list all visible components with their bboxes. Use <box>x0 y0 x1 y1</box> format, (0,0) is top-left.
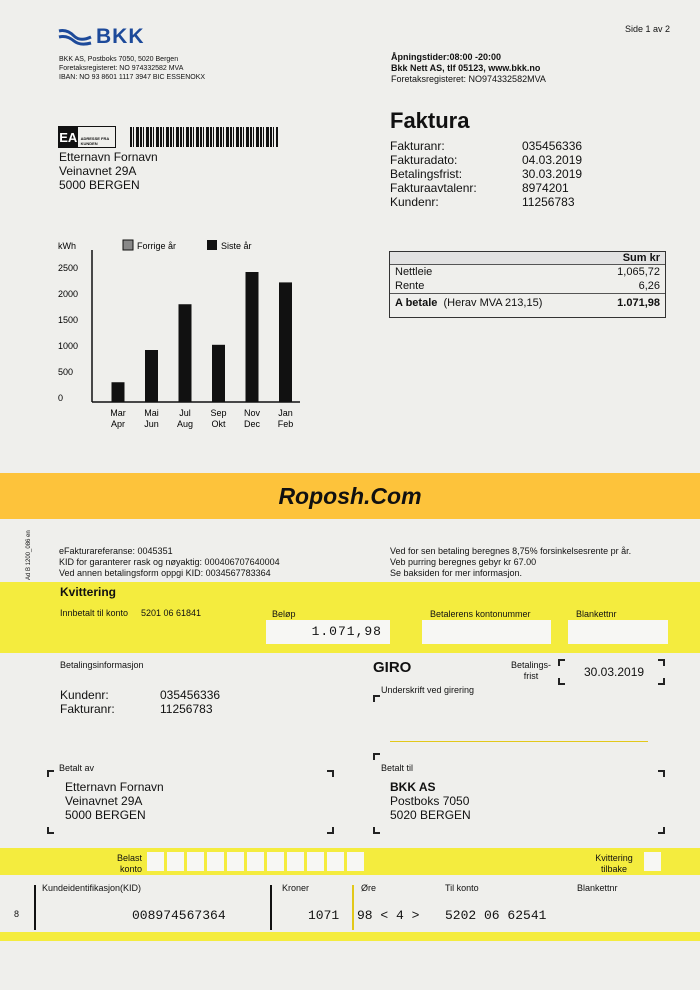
sender-line-1: BKK AS, Postboks 7050, 5020 Bergen <box>59 56 179 63</box>
frist-corner <box>658 678 665 685</box>
x-tick-label: Mai <box>144 408 159 418</box>
x-tick-label: Apr <box>110 419 126 429</box>
efaktura-ref: eFakturareferanse: 0045351 <box>59 546 173 556</box>
y-tick-label: 0 <box>58 393 64 403</box>
ore-label: Øre <box>361 883 377 893</box>
belast-checkbox[interactable] <box>207 852 224 871</box>
late-note-1: Ved for sen betaling beregnes 8,75% forsinkelsesrente pr år. <box>390 546 632 556</box>
ore-value: 98 < 4 > <box>357 908 420 923</box>
invoice-field: Kundenr: 11256783 <box>390 195 575 209</box>
payment-info <box>60 688 300 716</box>
opening-hours: Åpningstider:08:00 -20:00 <box>391 52 502 62</box>
bar-jul-aug <box>179 304 192 402</box>
bar-mar-apr <box>112 382 125 402</box>
summary-table <box>389 251 666 318</box>
payer-account-field[interactable] <box>422 620 551 644</box>
signature-label: Underskrift ved girering <box>381 685 475 695</box>
kroner-value: 1071 <box>308 908 340 923</box>
page-number: Side 1 av 2 <box>624 24 670 34</box>
side-form-code: Ad B 1200_086 en <box>26 530 32 580</box>
summary-header: Sum kr <box>390 252 665 265</box>
sender-line-3: IBAN: NO 93 8601 1117 3947 BIC ESSENOKX <box>59 74 206 81</box>
bkk-logo <box>58 26 168 48</box>
signature-corner <box>373 695 380 702</box>
payer-city: 5000 BERGEN <box>65 808 146 822</box>
bar-mai-jun <box>145 350 158 402</box>
belast-checkbox[interactable] <box>167 852 184 871</box>
payee-street: Postboks 7050 <box>390 794 470 808</box>
betalt-til-corner <box>373 753 380 760</box>
belast-checkbox[interactable] <box>227 852 244 871</box>
x-tick-label: Feb <box>277 419 294 429</box>
belast-checkbox[interactable] <box>247 852 264 871</box>
legend-siste: Siste år <box>221 241 252 251</box>
ocr-divider <box>34 885 36 930</box>
total-label: A betale <box>395 297 438 309</box>
y-tick-label: 500 <box>58 367 74 377</box>
kvittering-tilbake-checkbox[interactable] <box>644 852 661 871</box>
y-tick-label: 2500 <box>58 263 79 273</box>
recipient-address <box>59 150 158 192</box>
kroner-label: Kroner <box>282 883 310 893</box>
innbetalt-account: 5201 06 61841 <box>141 608 202 618</box>
legend-swatch-siste <box>207 240 217 250</box>
fakturanr-label: Fakturanr: <box>60 702 115 716</box>
frist-label: Betalings- frist <box>511 660 552 681</box>
belast-checkbox[interactable] <box>307 852 324 871</box>
frist-corner <box>658 659 665 666</box>
summary-row: Nettleie 1,065,72 <box>395 265 660 278</box>
belast-checkbox[interactable] <box>267 852 284 871</box>
logo-text: BKK <box>96 25 145 48</box>
x-tick-label: Jan <box>278 408 293 418</box>
contact-info <box>391 52 651 85</box>
ea-address-label: ADRESSE FRA KUNDEN <box>80 136 110 146</box>
invoice-fields <box>390 139 590 209</box>
belast-checkbox[interactable] <box>287 852 304 871</box>
kid-label: Kundeidentifikasjon(KID) <box>42 883 142 893</box>
recipient-name: Etternavn Fornavn <box>59 150 158 164</box>
invoice-title: Faktura <box>390 108 470 133</box>
til-konto-label: Til konto <box>445 883 479 893</box>
x-tick-label: Jun <box>144 419 159 429</box>
bkk-waves-icon <box>58 28 92 46</box>
summary-row: Rente 6,26 <box>395 279 660 292</box>
late-note-3: Se baksiden for mer informasjon. <box>390 568 523 578</box>
payer-street: Veinavnet 29A <box>65 794 143 808</box>
total-value: 1.071,98 <box>617 297 660 309</box>
contact-registry: Foretaksregisteret: NO974332582MVA <box>391 74 546 84</box>
x-tick-label: Sep <box>210 408 227 418</box>
betalt-av-corner <box>47 827 54 834</box>
frist-corner <box>558 678 565 685</box>
y-tick-label: 1000 <box>58 341 79 351</box>
efaktura-info <box>59 546 359 579</box>
blankettnr-field[interactable] <box>568 620 668 644</box>
late-note-2: Veb purring beregnes gebyr kr 67.00 <box>390 557 537 567</box>
ea-label: EA <box>59 127 78 147</box>
til-konto-value: 5202 06 62541 <box>445 908 547 923</box>
payer-name: Etternavn Fornavn <box>65 780 164 794</box>
innbetalt-label: Innbetalt til konto <box>60 608 129 618</box>
x-tick-label: Okt <box>211 419 226 429</box>
y-axis-label: kWh <box>58 241 76 251</box>
bar-jan-feb <box>279 282 292 402</box>
legend-forrige: Forrige år <box>137 241 177 251</box>
efaktura-other-note: Ved annen betalingsform oppgi KID: 0034567783364 <box>59 568 271 578</box>
total-note: (Herav MVA 213,15) <box>443 297 543 309</box>
efaktura-kid-note: KID for garanterer rask og nøyaktig: 000406707640004 <box>59 557 280 567</box>
belop-field[interactable]: 1.071,98 <box>266 620 390 644</box>
frist-corner <box>558 659 565 666</box>
belast-label: Belast konto <box>116 853 142 874</box>
fakturanr-value: 11256783 <box>160 702 213 716</box>
payee-name: BKK AS <box>390 780 436 794</box>
betalt-til-corner <box>658 827 665 834</box>
watermark-text: Roposh.Com <box>278 483 422 509</box>
invoice-field: Fakturanr: 035456336 <box>390 139 583 153</box>
x-tick-label: Dec <box>243 419 261 429</box>
y-tick-label: 2000 <box>58 289 79 299</box>
x-tick-label: Nov <box>243 408 261 418</box>
belast-checkbox[interactable] <box>347 852 364 871</box>
betalt-til-label: Betalt til <box>381 763 414 773</box>
belast-checkbox[interactable] <box>327 852 344 871</box>
invoice-field: Fakturaavtalenr: 8974201 <box>390 181 569 195</box>
side-mark: 8 <box>14 909 20 919</box>
kvittering-title: Kvittering <box>60 585 117 599</box>
betalt-av-corner <box>47 770 54 777</box>
postal-barcode <box>130 127 278 147</box>
belast-checkbox[interactable] <box>187 852 204 871</box>
late-payment-notes <box>390 546 690 579</box>
sender-line-2: Foretaksregisteret: NO 974332582 MVA <box>59 65 184 72</box>
betalt-av-corner <box>327 827 334 834</box>
sender-info <box>59 55 279 82</box>
x-tick-label: Jul <box>179 408 191 418</box>
payment-info-title: Betalingsinformasjon <box>60 660 144 670</box>
payee-city: 5020 BERGEN <box>390 808 471 822</box>
contact-phone: Bkk Nett AS, tlf 05123, www.bkk.no <box>391 63 541 73</box>
consumption-chart <box>50 230 310 440</box>
bottom-band <box>0 932 700 941</box>
payer-account-label: Betalerens kontonummer <box>430 609 531 619</box>
recipient-city: 5000 BERGEN <box>59 178 140 192</box>
invoice-field: Betalingsfrist: 30.03.2019 <box>390 167 583 181</box>
ocr-divider <box>352 885 354 930</box>
legend-swatch-forrige <box>123 240 133 250</box>
kundenr-value: 035456336 <box>160 688 221 702</box>
bar-nov-dec <box>246 272 259 402</box>
invoice-field: Fakturadato: 04.03.2019 <box>390 153 583 167</box>
betalt-av-label: Betalt av <box>59 763 95 773</box>
betalt-til-corner <box>373 827 380 834</box>
betalt-til-corner <box>658 770 665 777</box>
giro-title: GIRO <box>373 659 412 676</box>
blankettnr-label: Blankettnr <box>576 609 617 619</box>
betalt-til-address <box>390 780 471 822</box>
belop-label: Beløp <box>272 609 296 619</box>
y-tick-label: 1500 <box>58 315 79 325</box>
ea-mark <box>58 126 116 148</box>
frist-value: 30.03.2019 <box>584 665 645 679</box>
signature-line[interactable] <box>390 741 648 742</box>
blankettnr-bottom-label: Blankettnr <box>577 883 618 893</box>
kundenr-label: Kundenr: <box>60 688 109 702</box>
betalt-av-address <box>65 780 164 822</box>
ocr-divider <box>270 885 272 930</box>
bar-sep-okt <box>212 345 225 402</box>
kvittering-tilbake-label: Kvittering tilbake <box>595 853 633 874</box>
summary-total <box>390 293 665 313</box>
belast-checkbox[interactable] <box>147 852 164 871</box>
recipient-street: Veinavnet 29A <box>59 164 137 178</box>
x-tick-label: Mar <box>110 408 126 418</box>
kid-value: 008974567364 <box>132 908 226 923</box>
x-tick-label: Aug <box>176 419 194 429</box>
betalt-av-corner <box>327 770 334 777</box>
